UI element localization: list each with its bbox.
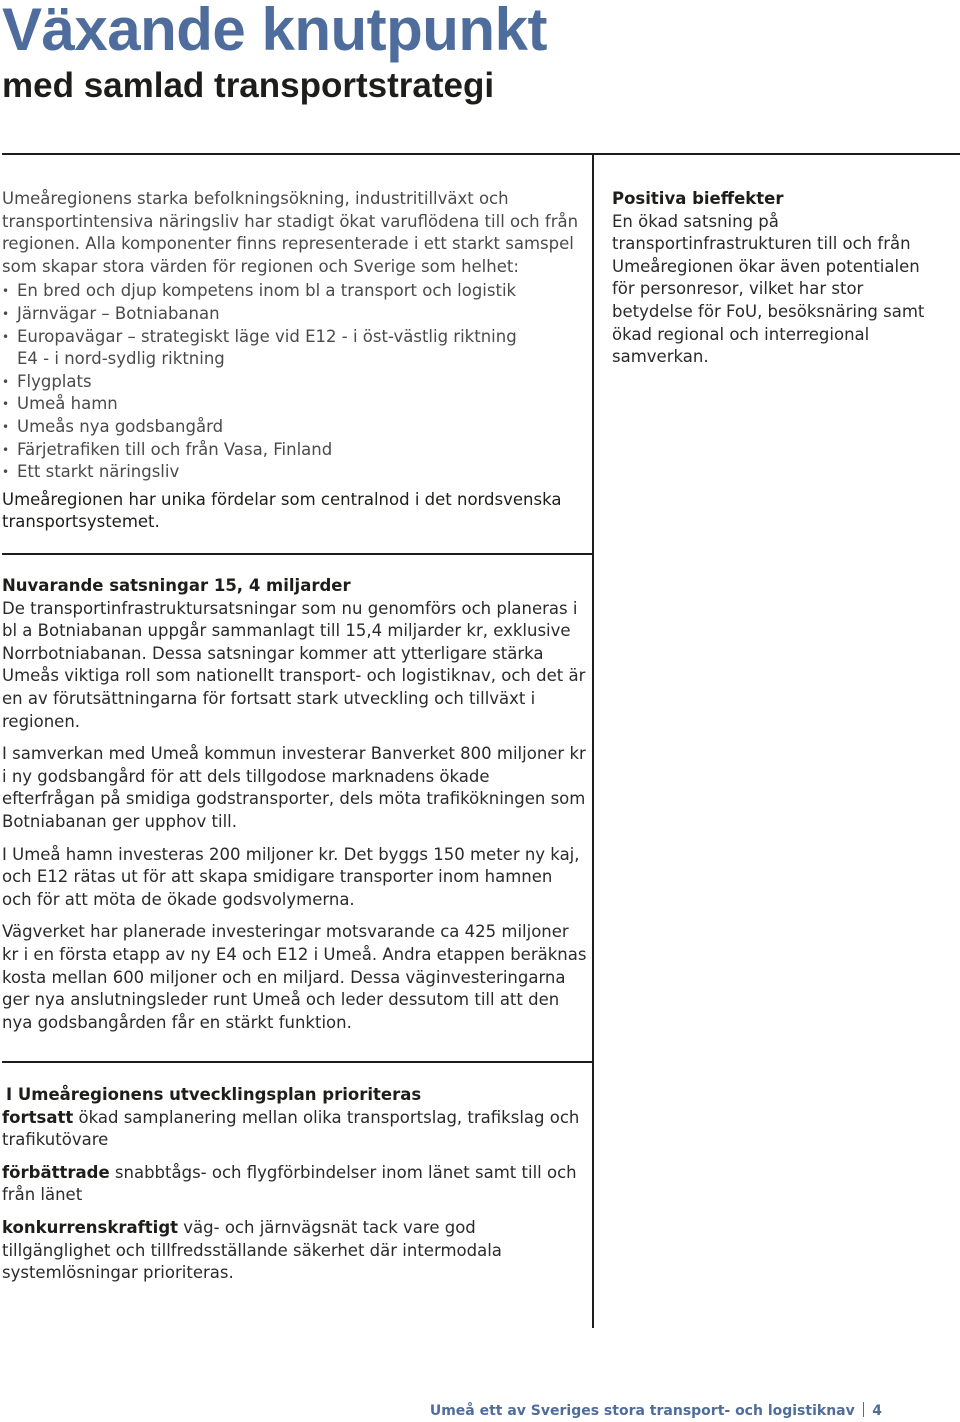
list-item: • Flygplats bbox=[2, 371, 587, 394]
plan-item bbox=[2, 1107, 587, 1152]
list-item: • Europavägar – strategiskt läge vid E12 - i öst-västlig riktning E4 - i nord-sydlig riktning bbox=[2, 326, 517, 371]
strengths-list bbox=[2, 280, 587, 483]
investments-heading: Nuvarande satsningar 15, 4 miljarder bbox=[2, 576, 351, 595]
side-body: En ökad satsning på transportinfrastrukturen till och från Umeåregionen ökar även potentialen för personresor, vilket har stor betydelse för FoU, besöksnäring samt ökad regional och interregional samverkan. bbox=[612, 211, 925, 367]
intro-lead: Umeåregionens starka befolkningsökning, industritillväxt och transportintensiva näringsliv har stadigt ökat varuflödena till och från regionen. Alla komponenter finns representerade i ett starkt samspel som skapar stora värden för regionen och Sverige som helhet: bbox=[2, 189, 579, 276]
plan-item-text: väg- och järnvägsnät tack vare god tillgänglighet och tillfredsställande säkerhet där intermodala systemlösningar prioriteras. bbox=[2, 1217, 502, 1283]
plan-item-key: fortsatt bbox=[2, 1107, 74, 1127]
plan-item-text: snabbtågs- och flygförbindelser inom länet samt till och från länet bbox=[2, 1162, 577, 1205]
investments-paragraph: I Umeå hamn investeras 200 miljoner kr. Det byggs 150 meter ny kaj, och E12 rätas ut för att skapa smidigare transporter inom hamnen och för att möta de ökade godsvolymerna. bbox=[2, 844, 580, 909]
side-section bbox=[612, 188, 932, 379]
list-item: • Järnvägar – Botniabanan bbox=[2, 303, 587, 326]
plan-item bbox=[2, 1162, 587, 1207]
investments-paragraph: De transportinfrastruktursatsningar som nu genomförs och planeras i bl a Botniabanan uppgår sammanlagt till 15,4 miljarder kr, exklusive Norrbotniabanan. Dessa satsningar kommer att ytterligare stärka Umeås viktiga roll som nationellt transport- och logistiknav, och det är en av förutsättningarna för fortsatt stark utveckling och tillväxt i regionen. bbox=[2, 598, 586, 731]
list-item: • Umeås nya godsbangård bbox=[2, 416, 587, 439]
list-item: • Umeå hamn bbox=[2, 393, 587, 416]
investments-paragraph: Vägverket har planerade investeringar motsvarande ca 425 miljoner kr i en första etapp av ny E4 och E12 i Umeå. Andra etappen beräknas kosta mellan 600 miljoner och en miljard. Dessa väginvesteringarna ger nya anslutningsleder runt Umeå och leder dessutom till att den nya godsbangården får en stärkt funktion. bbox=[2, 922, 587, 1032]
plan-item bbox=[2, 1217, 587, 1285]
footer-text: Umeå ett av Sveriges stora transport- och logistiknav bbox=[429, 1403, 855, 1419]
side-heading: Positiva bieffekter bbox=[612, 189, 784, 208]
intro-section bbox=[2, 188, 587, 544]
investments-paragraph: I samverkan med Umeå kommun investerar Banverket 800 miljoner kr i ny godsbangård för att dels tillgodose marknadens ökade efterfrågan på smidiga godstransporter, dels möta trafikökningen som Botniabanan ger upphov till. bbox=[2, 744, 586, 831]
page-subtitle: med samlad transportstrategi bbox=[2, 66, 495, 105]
page-title: Växande knutpunkt bbox=[2, 0, 547, 63]
plan-item-key: förbättrade bbox=[2, 1162, 110, 1182]
investments-section bbox=[2, 575, 587, 1044]
section-rule-2 bbox=[2, 1061, 592, 1063]
plan-item-text: ökad samplanering mellan olika transportslag, trafikslag och trafikutövare bbox=[2, 1107, 580, 1150]
section-rule-1 bbox=[2, 553, 592, 555]
list-item: • Färjetrafiken till och från Vasa, Finland bbox=[2, 439, 587, 462]
top-rule bbox=[2, 153, 960, 155]
intro-closing: Umeåregionen har unika fördelar som centralnod i det nordsvenska transportsystemet. bbox=[2, 489, 562, 532]
column-divider bbox=[592, 153, 594, 1328]
plan-item-key: konkurrenskraftigt bbox=[2, 1217, 179, 1237]
plan-heading: I Umeåregionens utvecklingsplan prioriteras bbox=[6, 1085, 422, 1104]
list-item: • Ett starkt näringsliv bbox=[2, 461, 587, 484]
footer-separator bbox=[863, 1402, 865, 1417]
list-item: • En bred och djup kompetens inom bl a transport och logistik bbox=[2, 280, 587, 303]
page-footer bbox=[430, 1402, 882, 1420]
plan-section bbox=[2, 1084, 587, 1295]
page-number: 4 bbox=[872, 1403, 882, 1419]
